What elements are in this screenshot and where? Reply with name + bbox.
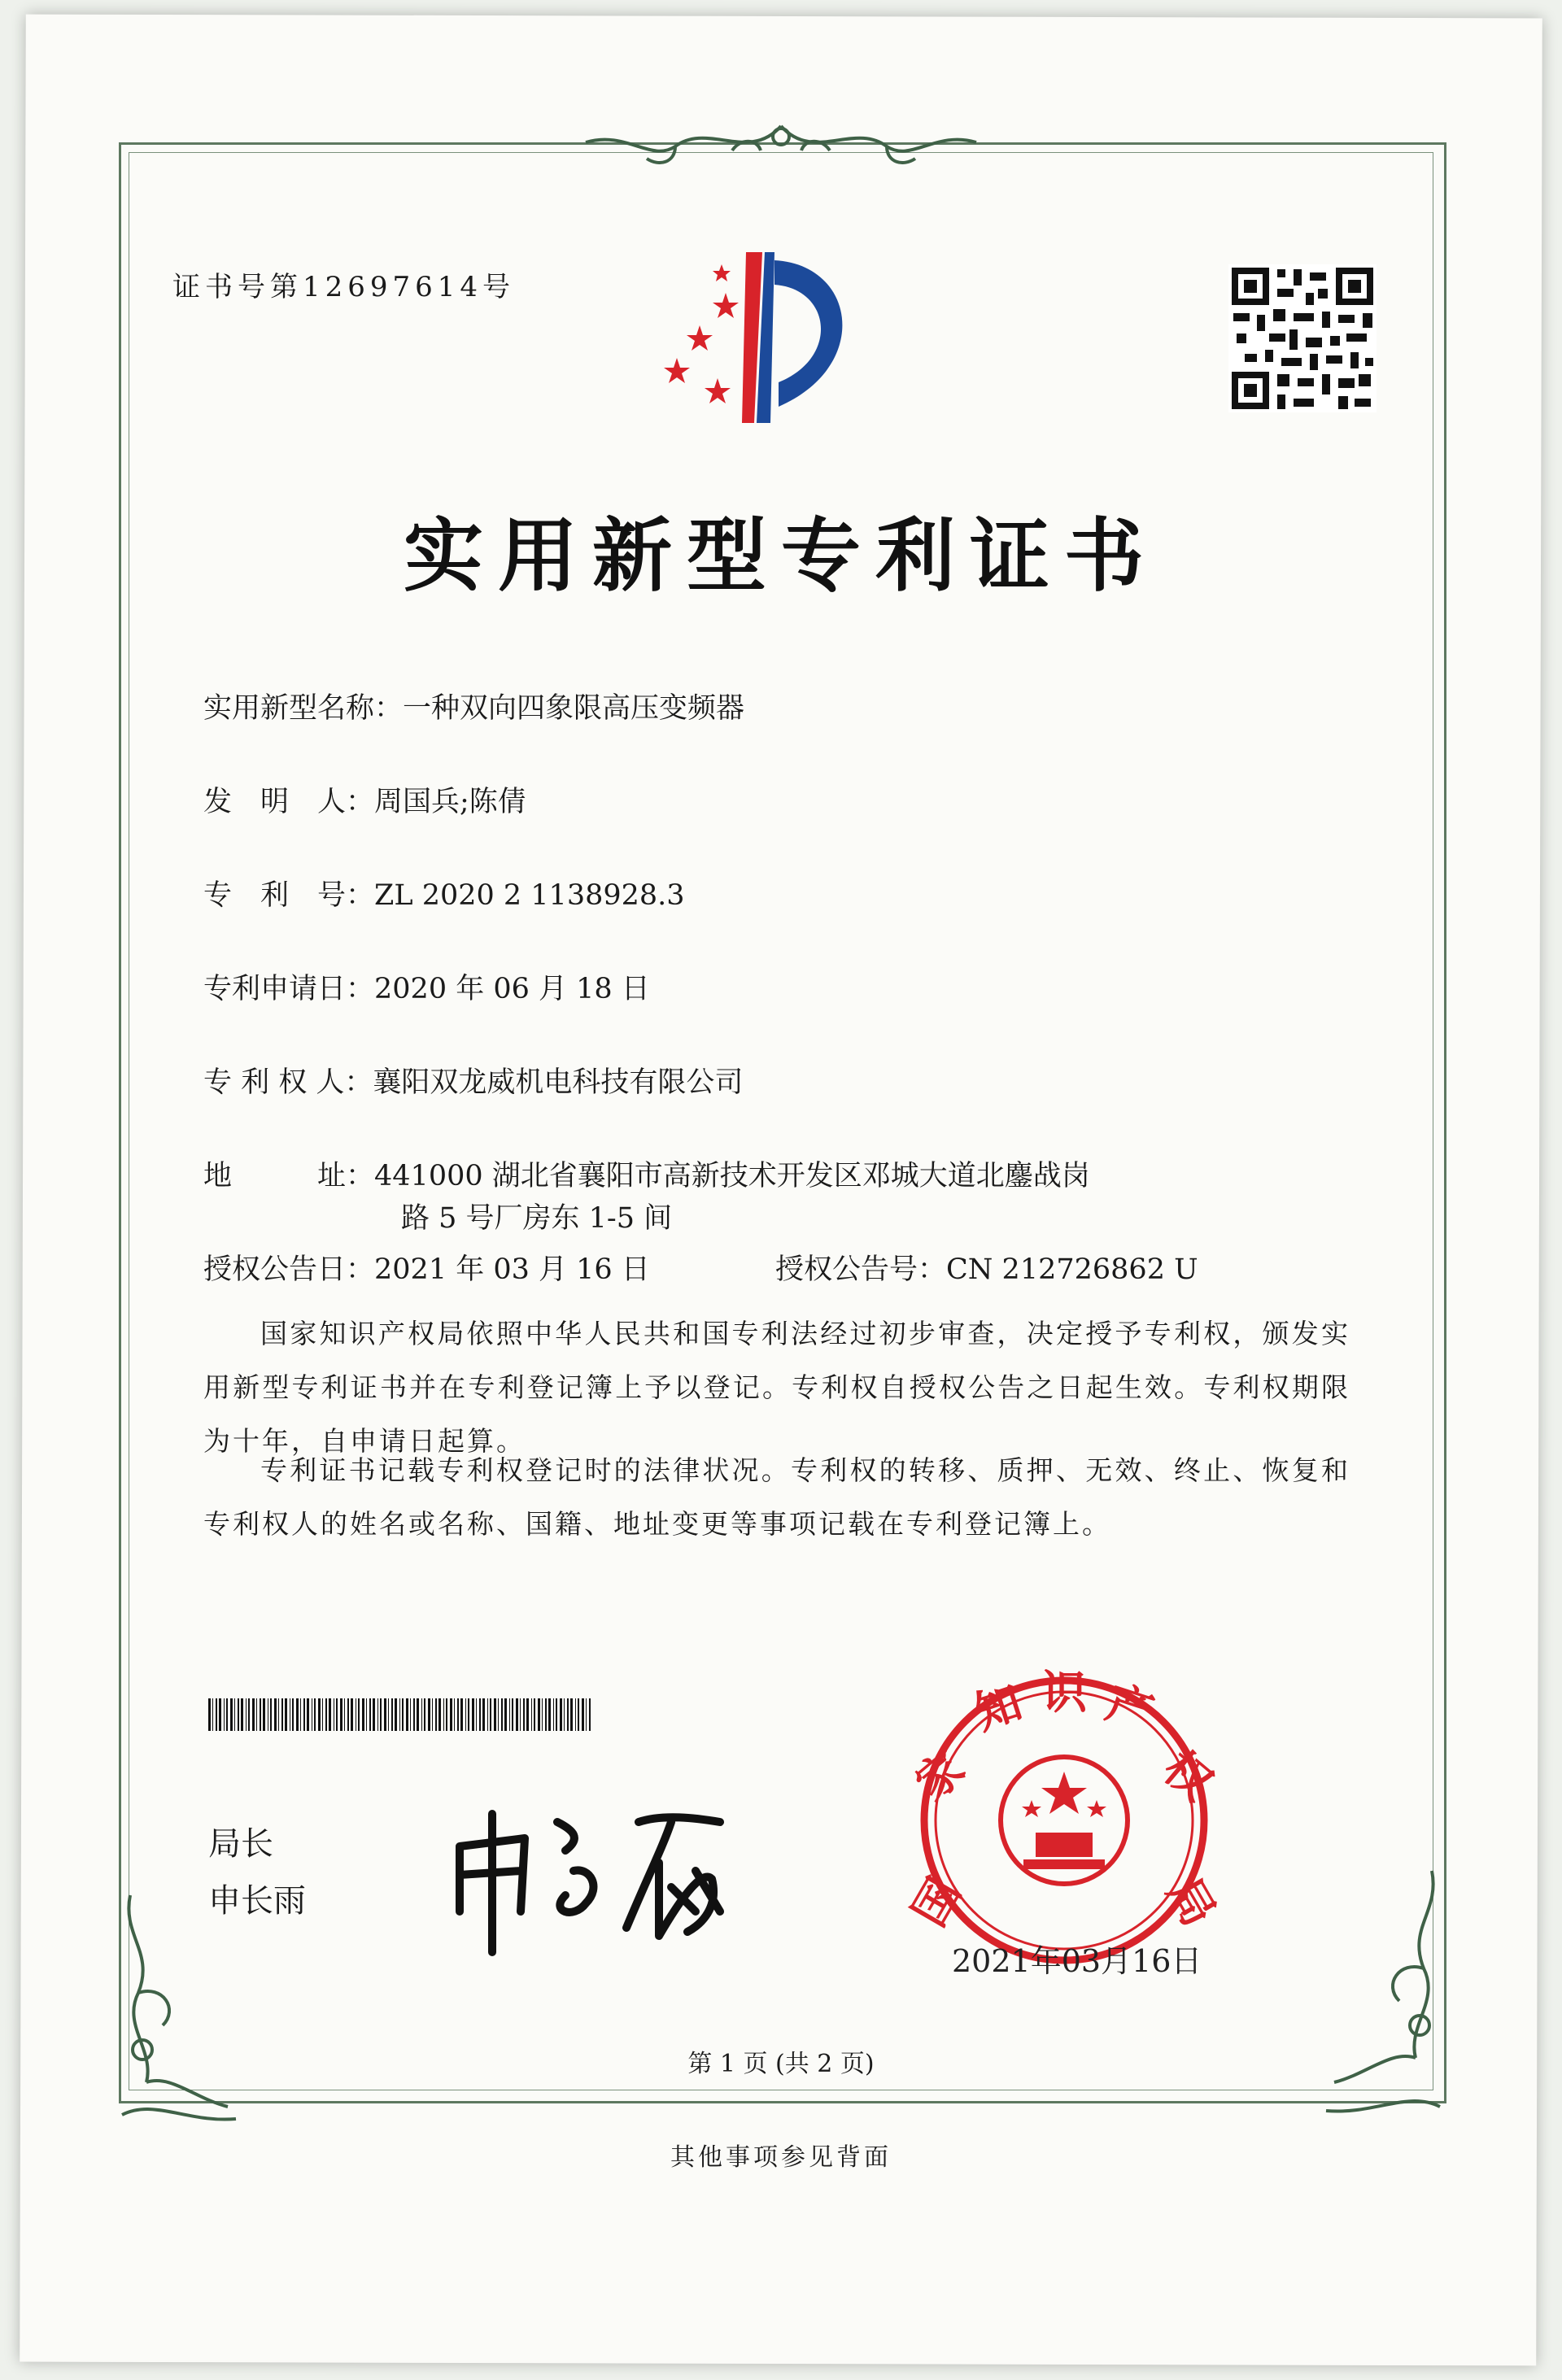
field-grant-no-label: 授权公告号：: [775, 1253, 947, 1286]
seal-char-7: 局: [1156, 1869, 1226, 1936]
barcode-icon: [208, 1698, 594, 1731]
field-grant-date-label: 授权公告日：: [203, 1253, 375, 1286]
field-grant-no: [775, 1247, 1198, 1288]
top-ornament-icon: [553, 114, 1009, 179]
field-patentee-label: 专 利 权 人：: [203, 1066, 373, 1099]
field-address-value-line1: 441000 湖北省襄阳市高新技术开发区邓城大道北鏖战岗: [374, 1160, 1090, 1192]
footer-note: 其他事项参见背面: [670, 2143, 892, 2172]
seal-char-6: 权: [1153, 1741, 1223, 1811]
certificate-title: 实用新型专利证书: [403, 509, 1158, 603]
field-patentee: [203, 1060, 743, 1101]
field-name: [203, 686, 744, 726]
certificate-number: 证书号第12697614号: [172, 271, 516, 303]
field-grant-no-value: CN 212726862 U: [946, 1253, 1198, 1286]
field-name-value: 一种双向四象限高压变频器: [403, 692, 745, 725]
patent-office-emblem-icon: [661, 244, 905, 439]
seal-char-3: 知: [968, 1676, 1028, 1741]
field-patentee-value: 襄阳双龙威机电科技有限公司: [373, 1066, 744, 1099]
qr-code-icon: [1228, 264, 1377, 412]
seal-char-2: 家: [905, 1741, 975, 1811]
field-address-label: 地 址：: [203, 1160, 375, 1192]
field-application-date-label: 专利申请日：: [203, 973, 375, 1005]
paragraph-legal-status: 专利证书记载专利权登记时的法律状况。专利权的转移、质押、无效、终止、恢复和专利权人的姓名或名称、国籍、地址变更等事项记载在专利登记簿上。: [203, 1454, 1350, 1540]
bottom-left-ornament-icon: [106, 1887, 244, 2131]
field-address: [203, 1153, 1090, 1194]
field-address-line2: 路 5 号厂房东 1-5 间: [401, 1202, 673, 1235]
seal-char-4: 识: [1041, 1667, 1087, 1720]
page-number: 第 1 页 (共 2 页): [687, 2050, 875, 2078]
field-inventor: [203, 779, 526, 820]
field-patent-no-value: ZL 2020 2 1138928.3: [374, 879, 685, 912]
field-inventor-value: 周国兵;陈倩: [374, 786, 526, 818]
field-name-label: 实用新型名称：: [203, 692, 404, 725]
field-patent-no-label: 专 利 号：: [203, 879, 375, 912]
director-title: 局长: [208, 1825, 273, 1863]
paragraph-grant-statement: 国家知识产权局依照中华人民共和国专利法经过初步审查，决定授予专利权，颁发实用新型专利证书并在专利登记簿上予以登记。专利权自授权公告之日起生效。专利权期限为十年，自申请日起算。: [203, 1318, 1350, 1457]
seal-char-5: 产: [1100, 1676, 1160, 1741]
field-patent-no: [203, 873, 685, 913]
bottom-right-ornament-icon: [1318, 1863, 1456, 2131]
director-name: 申长雨: [208, 1882, 306, 1920]
field-application-date: [203, 966, 650, 1007]
seal-date: 2021年03月16日: [952, 1943, 1202, 1979]
director-signature-icon: [452, 1789, 793, 1960]
field-application-date-value: 2020 年 06 月 18 日: [374, 973, 650, 1005]
field-inventor-label: 发 明 人：: [203, 786, 375, 818]
seal-char-1: 国: [902, 1869, 972, 1936]
field-grant-date: [203, 1247, 650, 1288]
field-grant-date-value: 2021 年 03 月 16 日: [374, 1253, 650, 1286]
